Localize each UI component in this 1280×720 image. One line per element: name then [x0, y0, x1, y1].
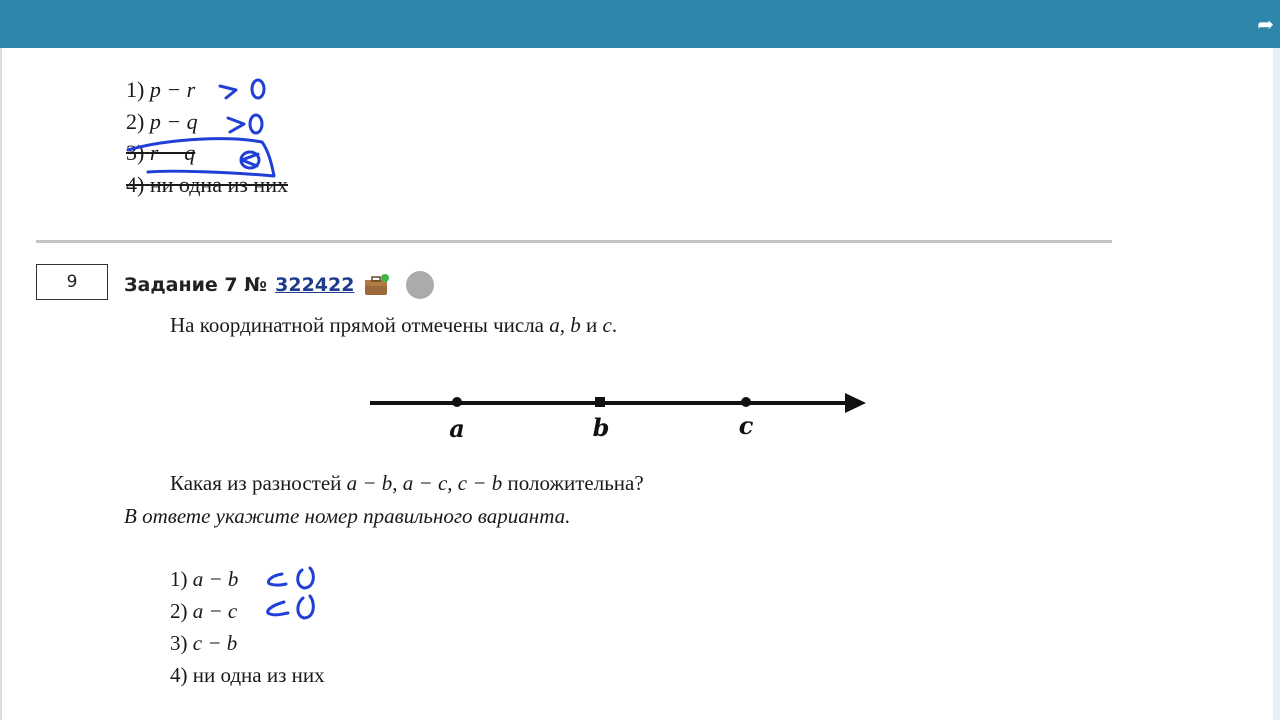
- answer-option-1[interactable]: [170, 563, 325, 595]
- option-number: 1): [170, 567, 188, 591]
- prev-option-1: [126, 74, 288, 106]
- option-number: 4): [170, 663, 188, 687]
- point-a-label: a: [449, 414, 465, 443]
- status-dot-icon: [406, 271, 434, 299]
- briefcase-icon[interactable]: [364, 274, 390, 296]
- option-expression: p − r: [149, 77, 196, 102]
- point-b-marker: [595, 397, 605, 407]
- answer-option-4[interactable]: [170, 659, 325, 691]
- option-number: 2): [170, 599, 188, 623]
- prev-option-4: [126, 169, 288, 201]
- option-expression: a − c: [192, 599, 238, 623]
- task-header: [124, 271, 434, 299]
- option-number: 1): [126, 77, 145, 102]
- task-divider: [36, 240, 1112, 243]
- option-expression: a − b: [192, 567, 239, 591]
- option-number: 4): [126, 171, 145, 197]
- prev-option-3: [126, 137, 288, 169]
- option-expression: c − b: [192, 631, 238, 655]
- point-c-marker: [741, 397, 751, 407]
- top-toolbar: [0, 0, 1280, 48]
- number-line-arrow: [845, 393, 866, 413]
- previous-task-options: [126, 74, 288, 200]
- task-id-link[interactable]: 322422: [275, 274, 355, 296]
- answer-instruction: В ответе укажите номер правильного варианта.: [124, 504, 571, 528]
- task-number: 9: [66, 272, 78, 292]
- point-c-label: c: [738, 411, 754, 440]
- answer-option-2[interactable]: [170, 595, 325, 627]
- answer-option-3[interactable]: [170, 627, 325, 659]
- option-number: 3): [170, 631, 188, 655]
- scrollbar-track[interactable]: [1273, 48, 1280, 720]
- option-expression: ни одна из них: [149, 171, 288, 197]
- task-statement: На координатной прямой отмечены числа a, b и c.: [170, 313, 618, 337]
- task-title: Задание 7 №: [124, 274, 268, 296]
- point-a-marker: [452, 397, 462, 407]
- point-b-label: b: [592, 413, 610, 442]
- answer-options: [170, 563, 325, 691]
- prev-option-2: [126, 106, 288, 138]
- option-expression: r − q: [149, 140, 196, 165]
- share-icon[interactable]: ➦: [1257, 12, 1274, 36]
- option-expression: ни одна из них: [192, 663, 325, 687]
- number-line-figure: [360, 380, 880, 450]
- task-number-box: [36, 264, 108, 300]
- option-expression: p − q: [149, 108, 198, 134]
- left-scroll-edge: [0, 48, 2, 720]
- task-question: Какая из разностей a − b, a − c, c − b положительна?: [170, 471, 644, 495]
- option-number: 2): [126, 108, 145, 134]
- option-number: 3): [126, 140, 145, 165]
